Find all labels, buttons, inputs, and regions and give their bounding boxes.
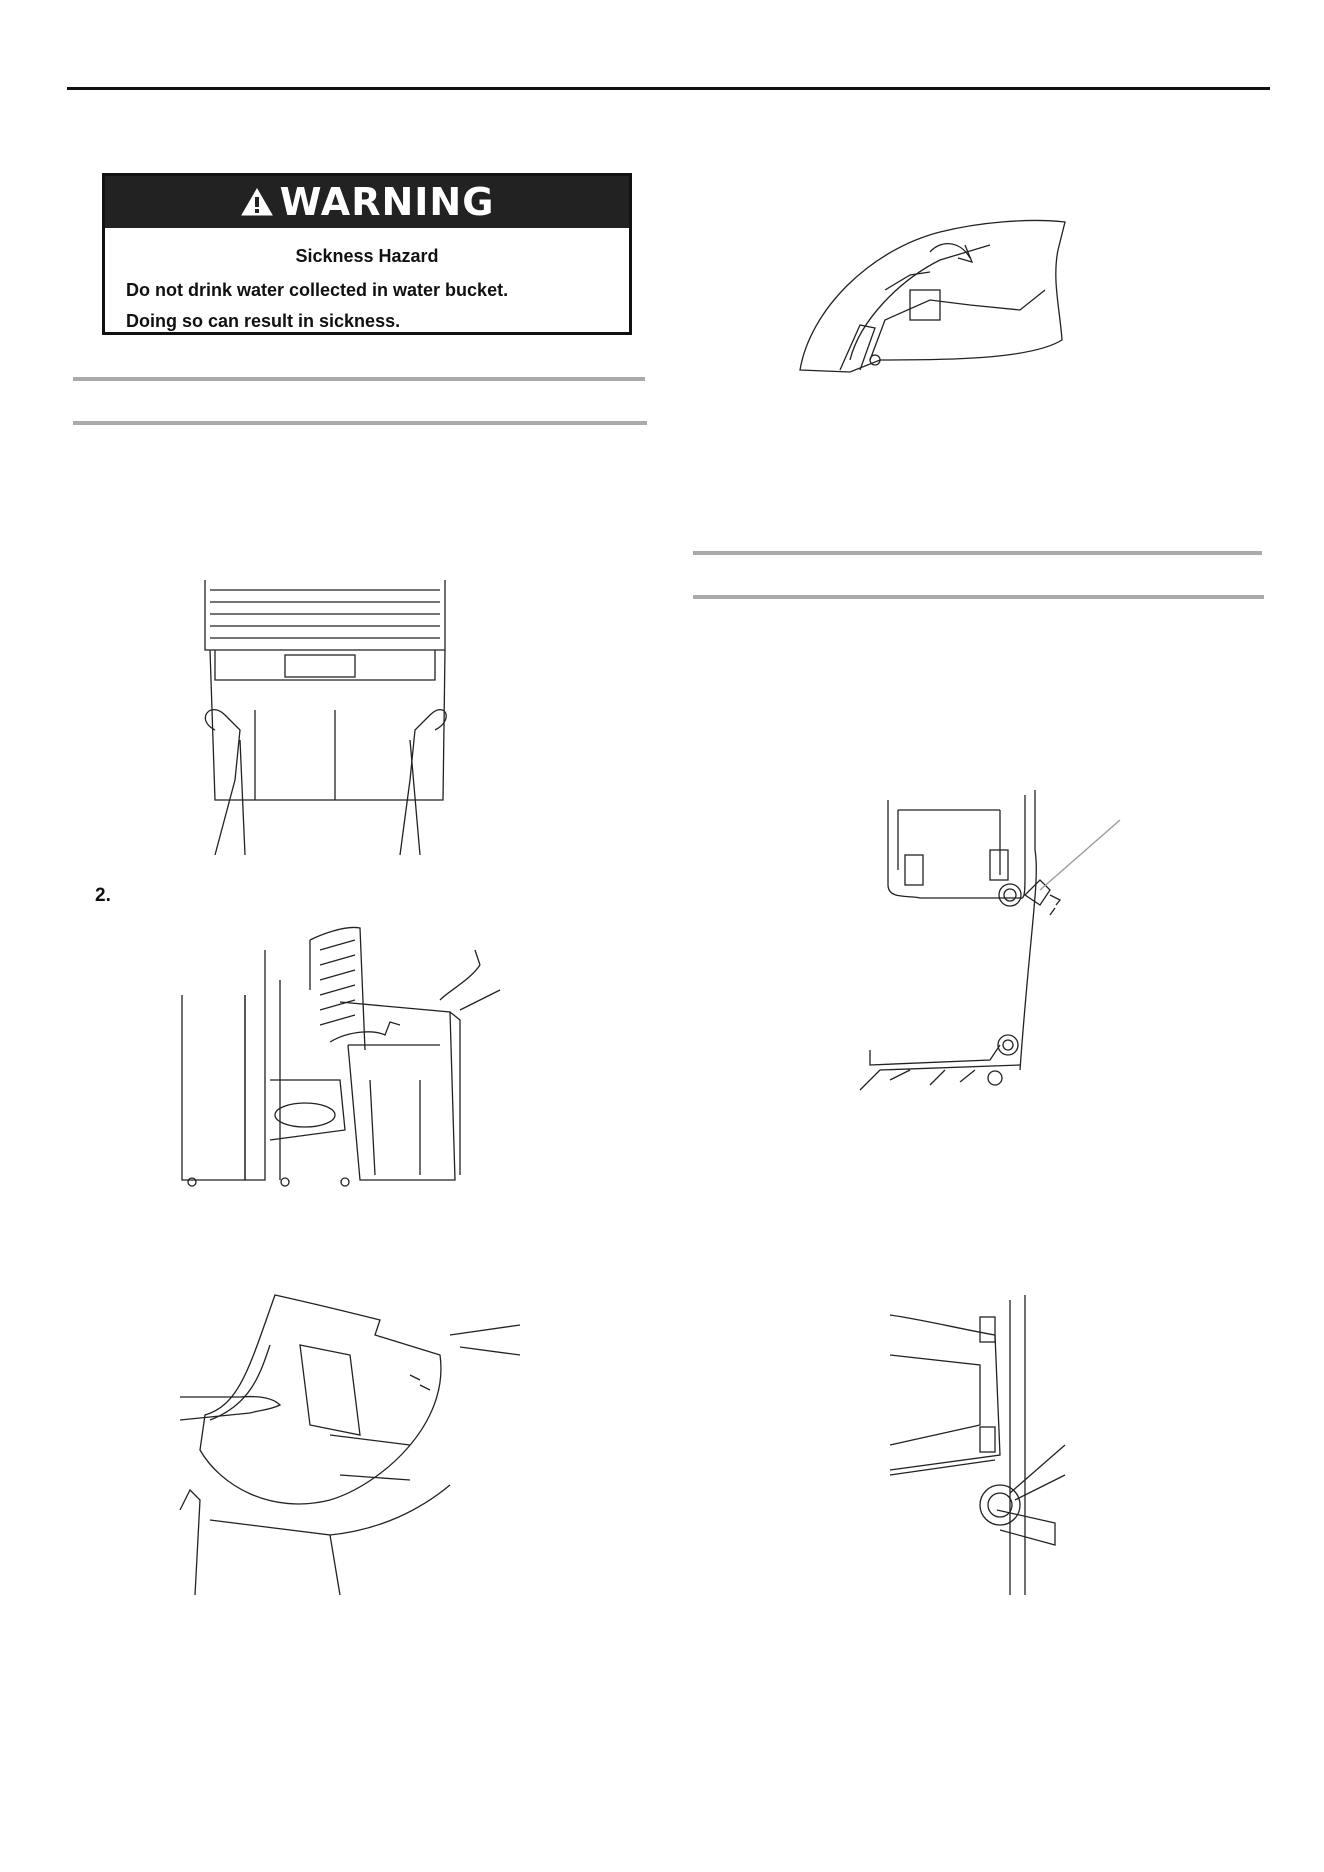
step-2-label: 2. xyxy=(95,885,111,906)
section-rule-left-top xyxy=(73,377,645,381)
section-rule-right-bottom xyxy=(693,595,1264,599)
hose-attached-illustration xyxy=(885,1295,1065,1595)
header-rule xyxy=(67,87,1270,90)
front-bucket-hands-illustration xyxy=(195,580,455,860)
bucket-handle-illustration xyxy=(790,210,1070,380)
warning-box xyxy=(102,173,632,335)
warning-triangle-icon xyxy=(240,187,274,217)
section-rule-right-top xyxy=(693,551,1262,555)
drain-connector-illustration xyxy=(850,790,1130,1100)
warning-line-1: Do not drink water collected in water bucket. xyxy=(126,280,509,300)
warning-header xyxy=(105,176,629,228)
lift-bucket-illustration xyxy=(180,1285,530,1605)
warning-heading: WARNING xyxy=(279,180,495,224)
hazard-title: Sickness Hazard xyxy=(295,246,439,266)
warning-line-2: Doing so can result in sickness. xyxy=(126,311,401,331)
remove-bucket-illustration xyxy=(170,930,510,1205)
section-rule-left-bottom xyxy=(73,421,647,425)
